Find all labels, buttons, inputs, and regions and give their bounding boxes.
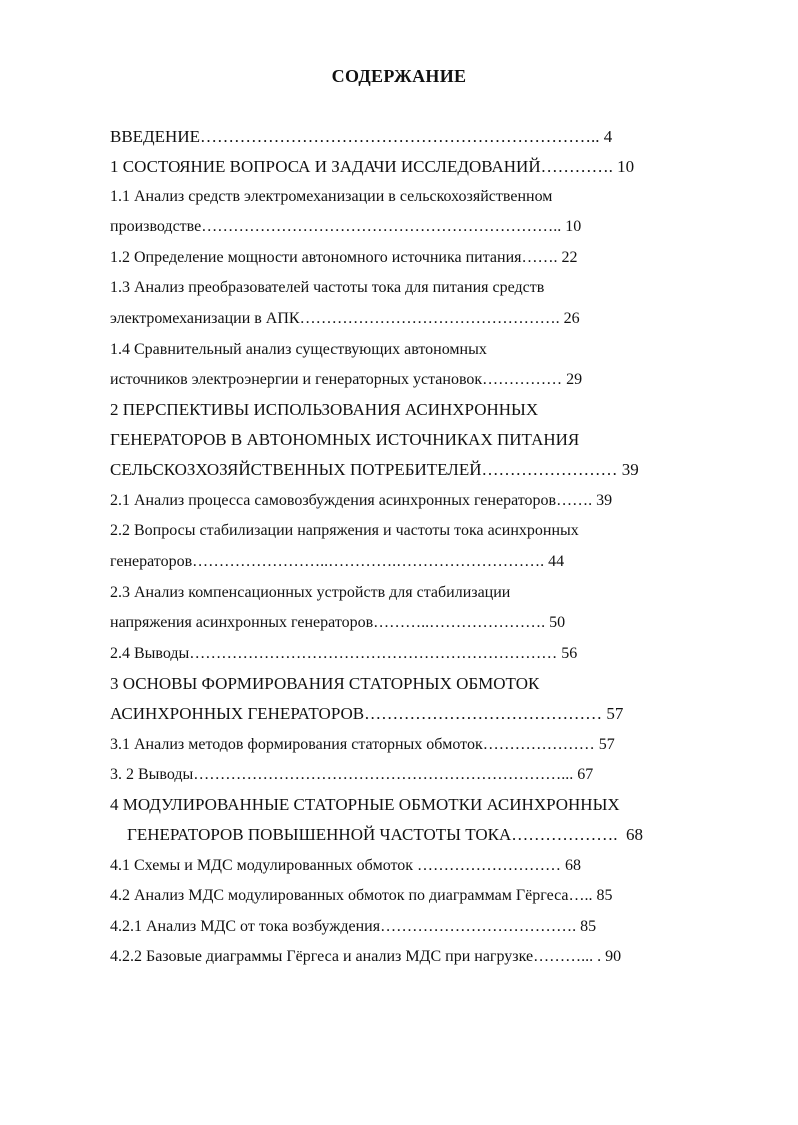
toc-line: 1.1 Анализ средств электромеханизации в сельскохозяйственном	[110, 188, 553, 205]
toc-line: генераторов……………………..………….………………………. 44	[110, 553, 565, 570]
toc-line: 4.2.1 Анализ МДС от тока возбуждения………………………………. 85	[110, 918, 597, 935]
toc-line: 4.1 Схемы и МДС модулированных обмоток ……………………… 68	[110, 857, 582, 874]
toc-line: производстве………………………………………………………….. 10	[110, 218, 582, 235]
toc-line: электромеханизации в АПК…………………………………………. 26	[110, 310, 580, 327]
page-title: СОДЕРЖАНИЕ	[331, 66, 467, 86]
toc-line: СЕЛЬСКОЗХОЗЯЙСТВЕННЫХ ПОТРЕБИТЕЛЕЙ…………………… 39	[110, 460, 639, 479]
toc-line: ГЕНЕРАТОРОВ ПОВЫШЕННОЙ ЧАСТОТЫ ТОКА………………. 68	[110, 825, 644, 844]
toc-line: 2.4 Выводы…………………………………………………………… 56	[110, 645, 578, 662]
toc-line: 1.2 Определение мощности автономного источника питания……. 22	[110, 249, 578, 266]
toc-line: ГЕНЕРАТОРОВ В АВТОНОМНЫХ ИСТОЧНИКАХ ПИТАНИЯ	[110, 430, 580, 449]
toc-line: 4 МОДУЛИРОВАННЫЕ СТАТОРНЫЕ ОБМОТКИ АСИНХРОННЫХ	[110, 795, 620, 814]
toc-line: 3.1 Анализ методов формирования статорных обмоток………………… 57	[110, 736, 615, 753]
toc-line: 4.2 Анализ МДС модулированных обмоток по диаграммам Гёргеса….. 85	[110, 887, 613, 904]
toc-line: 2.3 Анализ компенсационных устройств для стабилизации	[110, 584, 511, 601]
toc-line: напряжения асинхронных генераторов………..…………………. 50	[110, 614, 566, 631]
toc-line: АСИНХРОННЫХ ГЕНЕРАТОРОВ…………………………………… 57	[110, 704, 624, 723]
toc-line: 1 СОСТОЯНИЕ ВОПРОСА И ЗАДАЧИ ИССЛЕДОВАНИЙ…………. 10	[110, 157, 635, 176]
toc-line: источников электроэнергии и генераторных установок…………… 29	[110, 371, 583, 388]
toc-line: 3 ОСНОВЫ ФОРМИРОВАНИЯ СТАТОРНЫХ ОБМОТОК	[110, 674, 540, 693]
toc-line: 2.2 Вопросы стабилизации напряжения и частоты тока асинхронных	[110, 522, 579, 539]
toc-line: ВВЕДЕНИЕ…………………………………………………………….. 4	[110, 127, 613, 146]
toc-line: 1.3 Анализ преобразователей частоты тока для питания средств	[110, 279, 545, 296]
toc-line: 4.2.2 Базовые диаграммы Гёргеса и анализ МДС при нагрузке………... . 90	[110, 948, 622, 965]
toc-line: 3. 2 Выводы……………………………………………………………... 67	[110, 766, 594, 783]
toc-line: 2 ПЕРСПЕКТИВЫ ИСПОЛЬЗОВАНИЯ АСИНХРОННЫХ	[110, 400, 539, 419]
toc-line: 2.1 Анализ процесса самовозбуждения асинхронных генераторов……. 39	[110, 492, 613, 509]
toc-line: 1.4 Сравнительный анализ существующих автономных	[110, 341, 487, 358]
